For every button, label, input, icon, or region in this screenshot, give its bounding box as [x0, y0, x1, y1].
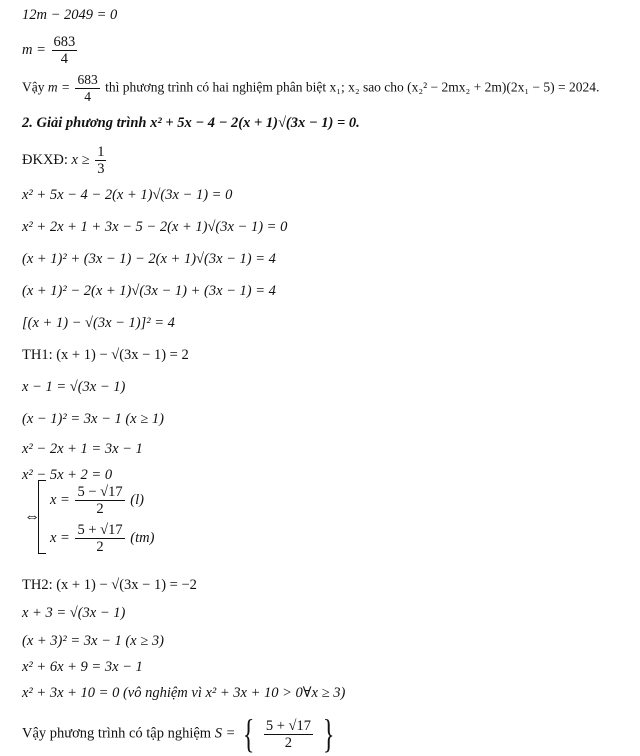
root-line [50, 522, 154, 555]
domain-condition [22, 144, 108, 177]
conclusion-line [22, 72, 599, 105]
problem-label: 2. Giải phương trình [22, 115, 147, 131]
case1-step: x − 1 = √(3x − 1) [22, 379, 126, 395]
fraction [75, 72, 99, 105]
final-text: Vậy phương trình có tập nghiệm [22, 725, 212, 742]
fraction [52, 34, 78, 67]
fraction [75, 522, 124, 555]
denominator: 3 [97, 161, 105, 177]
step-line: (x + 1)² − 2(x + 1)√(3x − 1) + (3x − 1) = 4 [22, 283, 276, 299]
numerator: 5 + √17 [77, 522, 123, 538]
problem-equation: x² + 5x − 4 − 2(x + 1)√(3x − 1) = 0. [150, 115, 360, 131]
m-lhs: m = [22, 41, 46, 58]
denominator: 2 [96, 539, 104, 555]
left-brace: { [242, 711, 255, 756]
numerator: 5 + √17 [265, 717, 311, 734]
m-result [22, 34, 79, 67]
case2-title: TH2: (x + 1) − √(3x − 1) = −2 [22, 577, 197, 593]
final-answer [22, 711, 338, 756]
case2-step: x² + 3x + 10 = 0 (vô nghiệm vì x² + 3x + 10 > 0∀x ≥ 3) [22, 685, 346, 701]
case1-step: x² − 5x + 2 = 0 [22, 467, 113, 483]
numerator: 683 [53, 34, 76, 50]
step-line: x² + 2x + 1 + 3x − 5 − 2(x + 1)√(3x − 1) = 0 [22, 219, 288, 235]
root-lhs: x = [50, 491, 70, 508]
root-lhs: x = [50, 529, 70, 546]
denominator: 4 [60, 51, 69, 67]
step-line: (x + 1)² + (3x − 1) − 2(x + 1)√(3x − 1) = 4 [22, 251, 276, 267]
bracket [38, 480, 46, 554]
case2-step: (x + 3)² = 3x − 1 (x ≥ 3) [22, 633, 164, 649]
denominator: 4 [84, 89, 91, 104]
case2-step: x + 3 = √(3x − 1) [22, 605, 126, 621]
conclusion-tail: thì phương trình có hai nghiệm phân biệt x₁; x₂ sao cho (x₂² − 2mx₂ + 2m)(2x₁ − 5) = 2024. [105, 79, 600, 95]
numerator: 683 [77, 72, 98, 87]
root-line [50, 484, 144, 517]
step-line: x² + 5x − 4 − 2(x + 1)√(3x − 1) = 0 [22, 187, 233, 203]
equivalence-symbol: ⇔ [24, 508, 40, 525]
fraction [95, 144, 106, 177]
conclusion-vay: Vậy [22, 79, 45, 95]
case1-title: TH1: (x + 1) − √(3x − 1) = 2 [22, 347, 189, 363]
right-brace: } [322, 711, 334, 756]
conclusion-m-lhs: m = [47, 79, 71, 95]
denominator: 2 [96, 501, 104, 517]
numerator: 5 − √17 [77, 484, 123, 500]
case1-step: (x − 1)² = 3x − 1 (x ≥ 1) [22, 411, 164, 427]
condition-label: ĐKXĐ: [22, 151, 68, 168]
step-line: [(x + 1) − √(3x − 1)]² = 4 [22, 315, 175, 331]
case1-step: x² − 2x + 1 = 3x − 1 [22, 441, 143, 457]
root-note: (l) [130, 491, 144, 508]
case2-step: x² + 6x + 9 = 3x − 1 [22, 659, 143, 675]
set-lhs: S = [214, 725, 236, 742]
equation-line: 12m − 2049 = 0 [22, 7, 118, 23]
denominator: 2 [284, 734, 293, 751]
fraction [75, 484, 124, 517]
problem-heading [22, 114, 360, 132]
root-note: (tm) [130, 529, 155, 546]
condition-lhs: x ≥ [71, 151, 90, 168]
fraction [264, 718, 313, 751]
numerator: 1 [97, 144, 105, 160]
